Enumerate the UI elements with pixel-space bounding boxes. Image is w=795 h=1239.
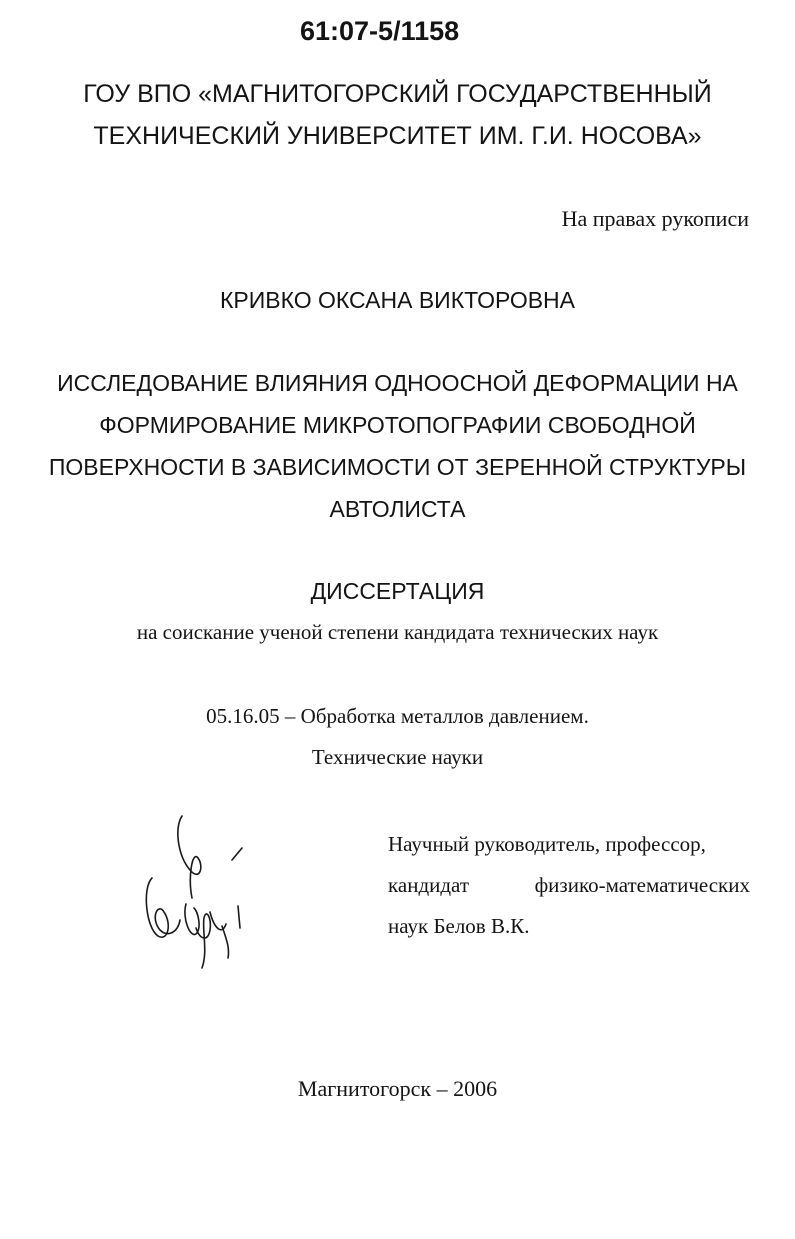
title-line-1: ИССЛЕДОВАНИЕ ВЛИЯНИЯ ОДНООСНОЙ ДЕФОРМАЦИИ НА bbox=[57, 370, 738, 396]
institution-line-2: ТЕХНИЧЕСКИЙ УНИВЕРСИТЕТ ИМ. Г.И. НОСОВА» bbox=[93, 122, 702, 150]
author-name: КРИВКО ОКСАНА ВИКТОРОВНА bbox=[219, 287, 576, 313]
supervisor-degree-word: кандидат bbox=[388, 873, 470, 897]
signature-icon bbox=[138, 808, 248, 978]
document-type: ДИССЕРТАЦИЯ bbox=[310, 578, 485, 604]
archive-number: 61:07-5/1158 bbox=[300, 16, 460, 46]
supervisor-line-2 bbox=[388, 873, 750, 898]
title-line-3: ПОВЕРХНОСТИ В ЗАВИСИМОСТИ ОТ ЗЕРЕННОЙ СТРУКТУРЫ bbox=[48, 454, 747, 480]
science-field: Технические науки bbox=[311, 745, 484, 769]
city-year: Магнитогорск – 2006 bbox=[297, 1076, 498, 1101]
supervisor-field: физико-математических bbox=[534, 873, 750, 897]
supervisor-line-1: Научный руководитель, профессор, bbox=[388, 832, 706, 856]
rights-note: На правах рукописи bbox=[561, 206, 749, 231]
title-line-2: ФОРМИРОВАНИЕ МИКРОТОПОГРАФИИ СВОБОДНОЙ bbox=[99, 412, 696, 438]
supervisor-line-3: наук Белов В.К. bbox=[388, 914, 530, 938]
institution-line-1: ГОУ ВПО «МАГНИТОГОРСКИЙ ГОСУДАРСТВЕННЫЙ bbox=[83, 80, 712, 108]
title-line-4: АВТОЛИСТА bbox=[329, 496, 466, 522]
specialty-line: 05.16.05 – Обработка металлов давлением. bbox=[206, 704, 589, 728]
degree-line: на соискание ученой степени кандидата технических наук bbox=[136, 620, 659, 644]
